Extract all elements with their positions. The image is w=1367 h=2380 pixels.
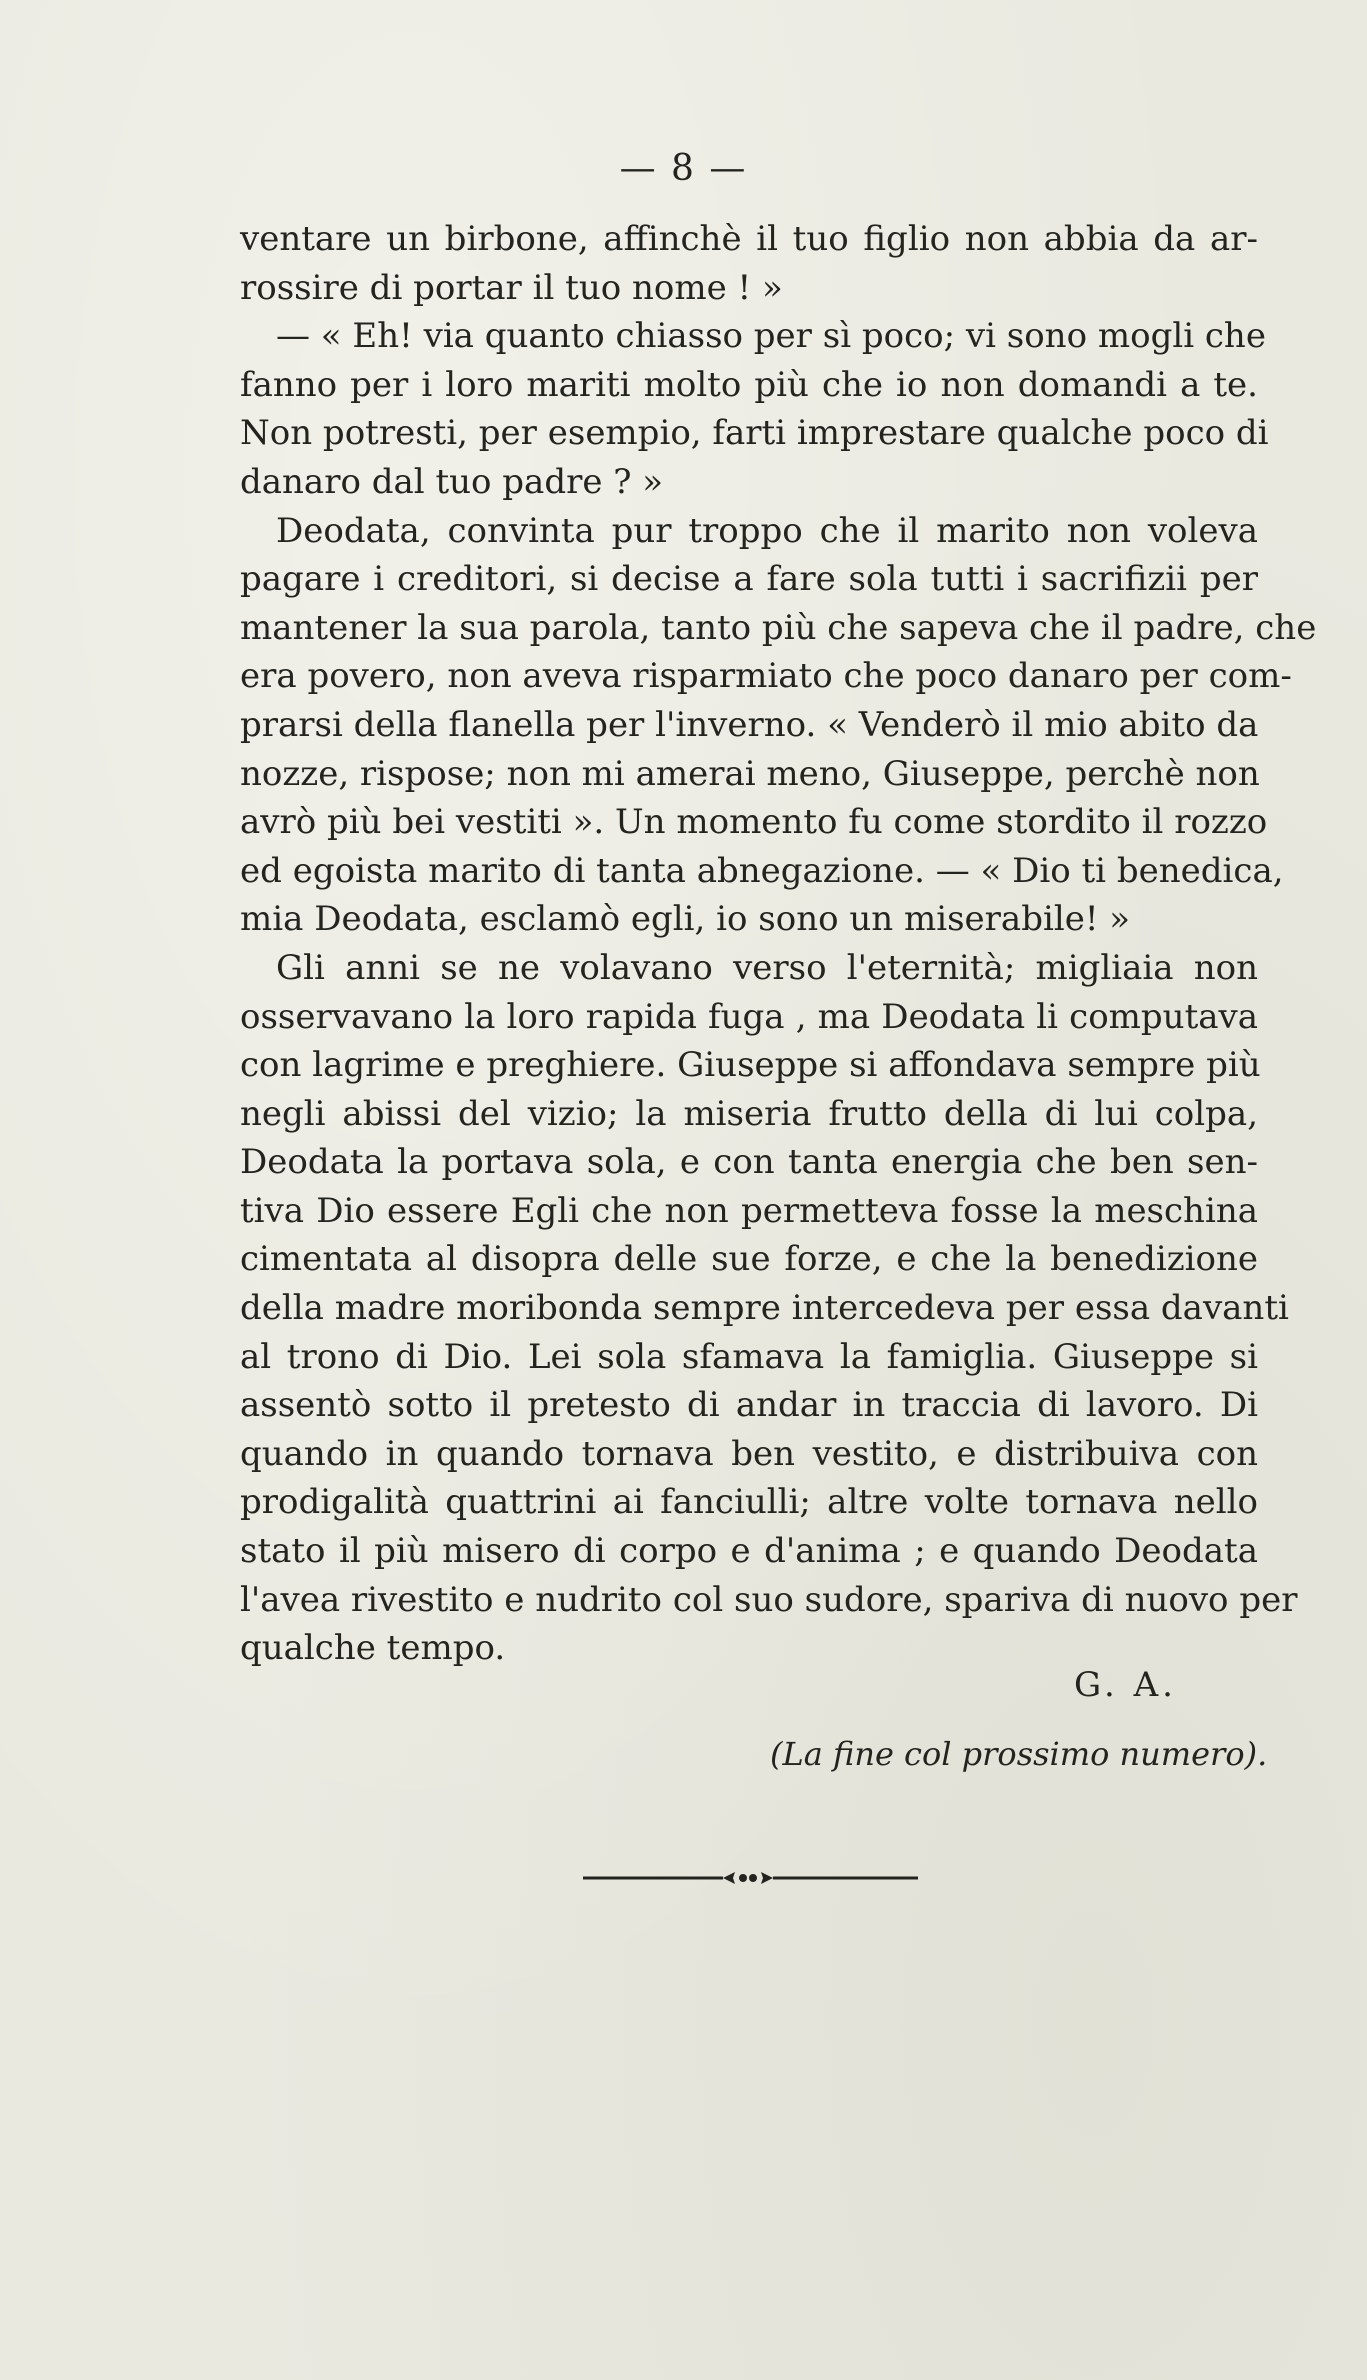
text-line: mantener la sua parola, tanto più che sapeva che il padre, che xyxy=(240,607,1317,648)
text-line: fanno per i loro mariti molto più che io non domandi a te. xyxy=(240,364,1258,405)
text-line: pagare i creditori, si decise a fare sola tutti i sacrifizii per xyxy=(240,559,1258,600)
text-line: ventare un birbone, affinchè il tuo figlio non abbia da ar- xyxy=(240,219,1258,259)
text-line: assentò sotto il pretesto di andar in traccia di lavoro. Di xyxy=(240,1385,1258,1426)
text-line: mia Deodata, esclamò egli, io sono un miserabile! » xyxy=(240,899,1131,940)
text-line: danaro dal tuo padre ? » xyxy=(240,461,664,502)
text-line: prarsi della flanella per l'inverno. « Venderò il mio abito da xyxy=(240,704,1259,745)
text-line: rossire di portar il tuo nome ! » xyxy=(240,267,783,308)
text-line: ed egoista marito di tanta abnegazione. — « Dio ti benedica, xyxy=(240,850,1284,891)
text-line: Deodata la portava sola, e con tanta energia che ben sen- xyxy=(240,1142,1258,1183)
text-line: Non potresti, per esempio, farti imprestare qualche poco di xyxy=(240,413,1269,454)
divider-ornament xyxy=(583,1863,918,1893)
text-line: Gli anni se ne volavano verso l'eternità; migliaia non xyxy=(276,947,1258,988)
text-line: negli abissi del vizio; la miseria frutto della di lui colpa, xyxy=(240,1093,1258,1134)
text-line: — « Eh! via quanto chiasso per sì poco; vi sono mogli che xyxy=(276,316,1266,357)
text-line: osservavano la loro rapida fuga , ma Deodata li computava xyxy=(240,996,1258,1037)
text-line: al trono di Dio. Lei sola sfamava la famiglia. Giuseppe si xyxy=(240,1336,1258,1377)
text-line: quando in quando tornava ben vestito, e distribuiva con xyxy=(240,1433,1258,1474)
author-signature: G. A. xyxy=(1074,1665,1177,1705)
continuation-note: (La fine col prossimo numero). xyxy=(770,1735,1268,1773)
page-number: — 8 — xyxy=(619,148,748,189)
text-line: l'avea rivestito e nudrito col suo sudore, spariva di nuovo per xyxy=(240,1579,1298,1620)
text-line: tiva Dio essere Egli che non permetteva fosse la meschina xyxy=(240,1190,1258,1231)
text-line: con lagrime e preghiere. Giuseppe si affondava sempre più xyxy=(240,1045,1261,1086)
body-text xyxy=(240,215,1317,1673)
text-line: nozze, rispose; non mi amerai meno, Giuseppe, perchè non xyxy=(240,753,1260,794)
text-line: prodigalità quattrini ai fanciulli; altre volte tornava nello xyxy=(240,1482,1258,1523)
text-line: cimentata al disopra delle sue forze, e che la benedizione xyxy=(240,1239,1258,1280)
text-line: della madre moribonda sempre intercedeva per essa davanti xyxy=(240,1288,1289,1329)
text-line: stato il più misero di corpo e d'anima ; e quando Deodata xyxy=(240,1531,1258,1572)
text-line: qualche tempo. xyxy=(240,1628,506,1669)
text-line: era povero, non aveva risparmiato che poco danaro per com- xyxy=(240,656,1292,697)
text-line: Deodata, convinta pur troppo che il marito non voleva xyxy=(276,510,1258,551)
text-line: avrò più bei vestiti ». Un momento fu come stordito il rozzo xyxy=(240,802,1268,843)
